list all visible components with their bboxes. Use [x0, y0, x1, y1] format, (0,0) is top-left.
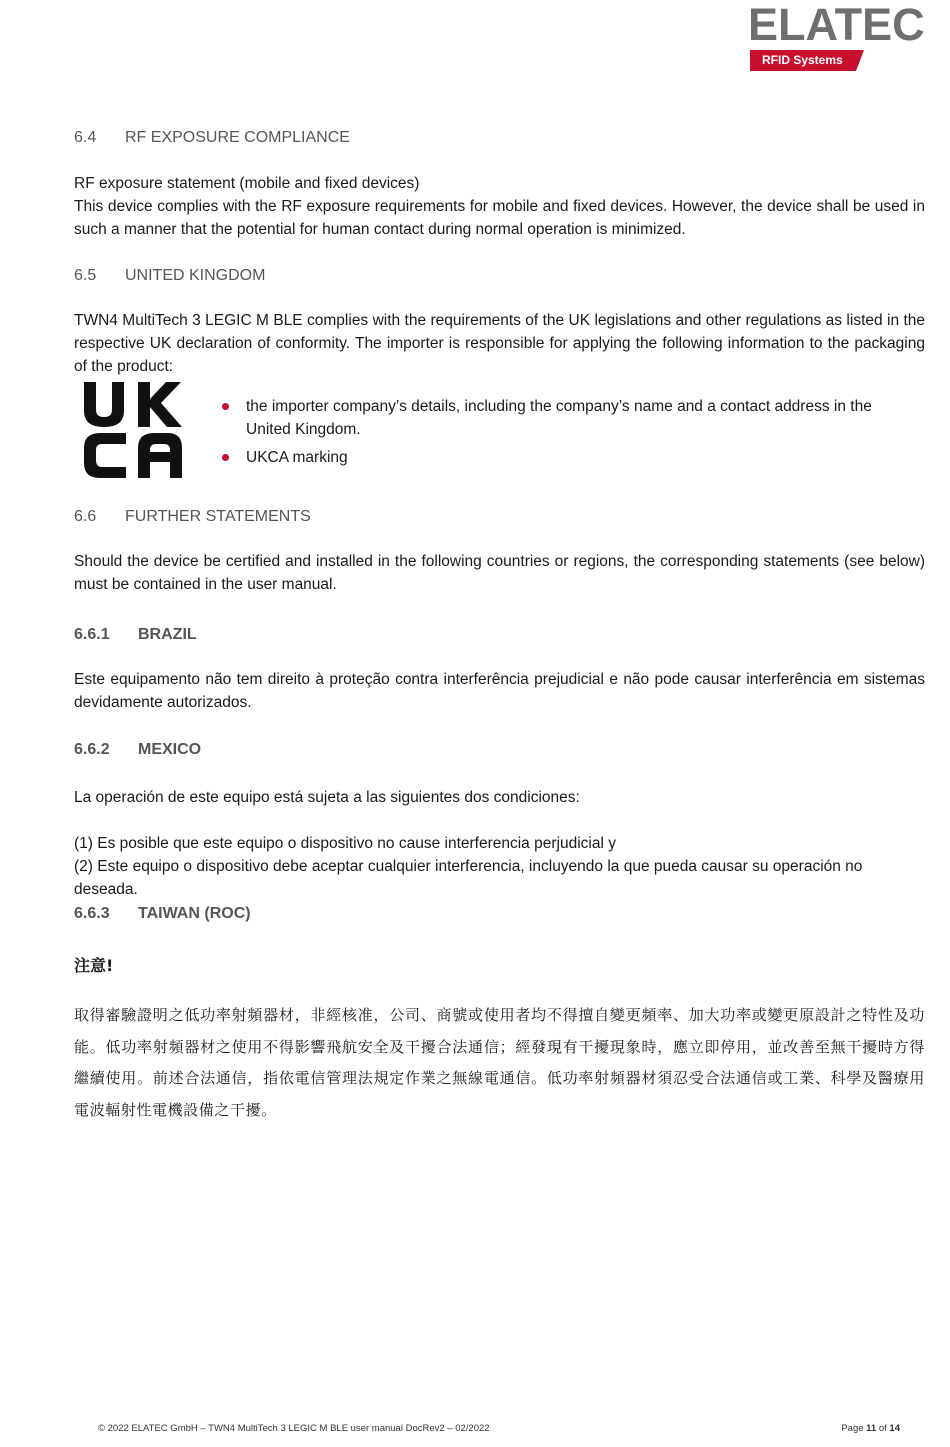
section-heading-6-4 [74, 127, 350, 149]
ukca-mark-icon [82, 380, 184, 480]
mexico-intro: La operación de este equipo está sujeta a las siguientes dos condiciones: [74, 789, 580, 806]
section-title: FURTHER STATEMENTS [125, 508, 311, 525]
footer-copyright: © 2022 ELATEC GmbH – TWN4 MultiTech 3 LEGIC M BLE user manual DocRev2 – 02/2022 [98, 1423, 490, 1434]
section-title: TAIWAN (ROC) [138, 905, 251, 922]
page-label: Page [841, 1423, 864, 1434]
mexico-condition-1: (1) Es posible que este equipo o dispositivo no cause interferencia perjudicial y [74, 835, 616, 852]
section-title: RF EXPOSURE COMPLIANCE [125, 129, 350, 146]
logo-wordmark: ELATEC [748, 0, 925, 50]
list-item: the importer company’s details, including the company’s name and a contact address in the United Kingdom. [220, 395, 900, 441]
further-statements-body: Should the device be certified and installed in the following countries or regions, the corresponding statements (see below) must be contained in the user manual. [74, 553, 925, 593]
section-number: 6.6.1 [74, 626, 110, 643]
uk-packaging-requirements-list [220, 395, 900, 474]
section-heading-6-6 [74, 506, 311, 528]
page-current: 11 [866, 1423, 877, 1434]
section-number: 6.6.2 [74, 741, 110, 758]
section-heading-6-5 [74, 265, 265, 287]
section-title: BRAZIL [138, 626, 197, 643]
rf-statement-title: RF exposure statement (mobile and fixed devices) [74, 175, 420, 192]
section-number: 6.6 [74, 508, 97, 525]
section-title: MEXICO [138, 741, 202, 758]
taiwan-notice-title: 注意! [74, 956, 114, 975]
page-of: of [878, 1423, 887, 1434]
section-heading-6-6-3 [74, 903, 251, 925]
footer-page-number [841, 1422, 900, 1436]
section-number: 6.6.3 [74, 905, 110, 922]
section-number: 6.4 [74, 129, 97, 146]
section-title: UNITED KINGDOM [125, 267, 266, 284]
mexico-condition-2: (2) Este equipo o dispositivo debe aceptar cualquier interferencia, incluyendo la que pueda causar su operación no deseada. [74, 858, 863, 898]
uk-compliance-body: TWN4 MultiTech 3 LEGIC M BLE complies with the requirements of the UK legislations and other regulations as listed in the respective UK declaration of conformity. The importer is responsible for applying the following information to the packaging of the product: [74, 312, 925, 375]
page-total: 14 [889, 1423, 900, 1434]
list-item: UKCA marking [220, 446, 900, 469]
section-number: 6.5 [74, 267, 97, 284]
section-heading-6-6-2 [74, 739, 201, 761]
section-heading-6-6-1 [74, 624, 197, 646]
taiwan-notice-body: 取得審驗證明之低功率射頻器材，非經核准，公司、商號或使用者均不得擅自變更頻率、加大功率或變更原設計之特性及功能。低功率射頻器材之使用不得影響飛航安全及干擾合法通信；經發現有干擾現象時，應立即停用，並改善至無干擾時方得繼續使用。前述合法通信，指依電信管理法規定作業之無線電通信。低功率射頻器材須忍受合法通信或工業、科學及醫療用電波輻射性電機設備之干擾。 [74, 1006, 925, 1119]
elatec-logo [748, 2, 950, 72]
logo-tagline: RFID Systems [762, 53, 843, 67]
brazil-statement: Este equipamento não tem direito à proteção contra interferência prejudicial e não pode causar interferência em sistemas devidamente autorizados. [74, 671, 925, 711]
rf-statement-body: This device complies with the RF exposure requirements for mobile and fixed devices. However, the device shall be used in such a manner that the potential for human contact during normal operation is minimized. [74, 198, 925, 238]
